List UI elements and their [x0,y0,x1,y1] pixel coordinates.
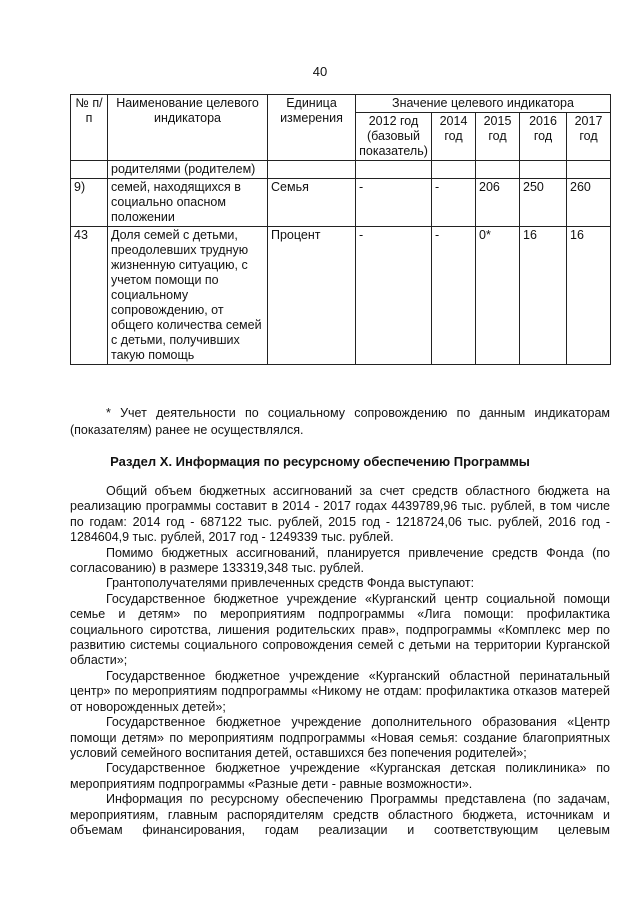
indicator-table [70,94,611,365]
table-row [71,179,611,227]
cell-2015: 0* [476,227,520,365]
paragraph: Государственное бюджетное учреждение «Курганский центр социальной помощи семье и детям» по мероприятиям подпрограммы «Лига помощи: профилактика социального сиротства, лишения родительских прав», подпрограммы «Комплекс мер по развитию системы социального сопровождения семей с детьми на территории Курганской области»; [70,591,610,668]
cell-num: 9) [71,179,108,227]
paragraph: Информация по ресурсному обеспечению Программы представлена (по задачам, мероприятиям, главным распорядителям средств областного бюджета, источникам и объемам финансирования, годам реализации и соответствующим целевым [70,792,610,837]
paragraph: Помимо бюджетных ассигнований, планируется привлечение средств Фонда (по согласованию) в размере 133319,348 тыс. рублей. [70,545,610,576]
header-2017: 2017 год [567,113,611,161]
paragraph: Общий объем бюджетных ассигнований за счет средств областного бюджета на реализацию программы составит в 2014 - 2017 годах 4439789,96 тыс. рублей, в том числе по годам: 2014 год - 687122 тыс. рублей, 2015 год - 1218724,06 тыс. рублей, 2016 год - 1284604,9 тыс. рублей, 2017 год - 1249339 тыс. рублей. [70,484,610,545]
header-2015: 2015 год [476,113,520,161]
cell-num: 43 [71,227,108,365]
cell-2012: - [356,179,432,227]
cell-name: семей, находящихся в социально опасном положении [108,179,268,227]
header-2016: 2016 год [520,113,567,161]
section-title: Раздел X. Информация по ресурсному обеспечению Программы [110,454,530,469]
cell-2014: - [432,227,476,365]
page-number: 40 [312,64,328,79]
paragraph: Грантополучателями привлеченных средств Фонда выступают: [106,576,475,591]
header-name: Наименование целевого индикатора [108,95,268,161]
footnote [70,405,610,439]
cell-2017: 16 [567,227,611,365]
table-row [71,227,611,365]
cell-2016: 250 [520,179,567,227]
header-2012: 2012 год (базовый показатель) [356,113,432,161]
paragraph: Государственное бюджетное учреждение «Курганская детская поликлиника» по мероприятиям подпрограммы «Разные дети - равные возможности». [70,761,610,791]
header-unit: Единица измерения [268,95,356,161]
header-value-group: Значение целевого индикатора [356,95,611,113]
paragraph: Государственное бюджетное учреждение дополнительного образования «Центр помощи детям» по мероприятиям подпрограммы «Новая семья: создание благоприятных условий семейного воспитания детей, оставшихся без попечения родителей»; [70,715,610,760]
paragraph: Государственное бюджетное учреждение «Курганский областной перинатальный центр» по мероприятиям подпрограммы «Никому не отдам: профилактика отказов матерей от новорожденных детей»; [70,668,610,714]
table-header-row [71,95,611,113]
body-text [70,484,610,838]
header-2014: 2014 год [432,113,476,161]
continuation-text: родителями (родителем) [108,161,268,179]
table-row [71,161,611,179]
cell-2016: 16 [520,227,567,365]
cell-2012: - [356,227,432,365]
header-num: № п/п [71,95,108,161]
cell-unit: Семья [268,179,356,227]
cell-2014: - [432,179,476,227]
footnote-line: * Учет деятельности по социальному сопровождению по данным индикаторам [106,406,610,420]
cell-name: Доля семей с детьми, преодолевших трудную жизненную ситуацию, с учетом помощи по социальному сопровождению, от общего количества семей с детьми, получивших такую помощь [108,227,268,365]
cell-unit: Процент [268,227,356,365]
cell-2017: 260 [567,179,611,227]
cell-2015: 206 [476,179,520,227]
footnote-line: (показателям) ранее не осуществлялся. [70,423,304,437]
